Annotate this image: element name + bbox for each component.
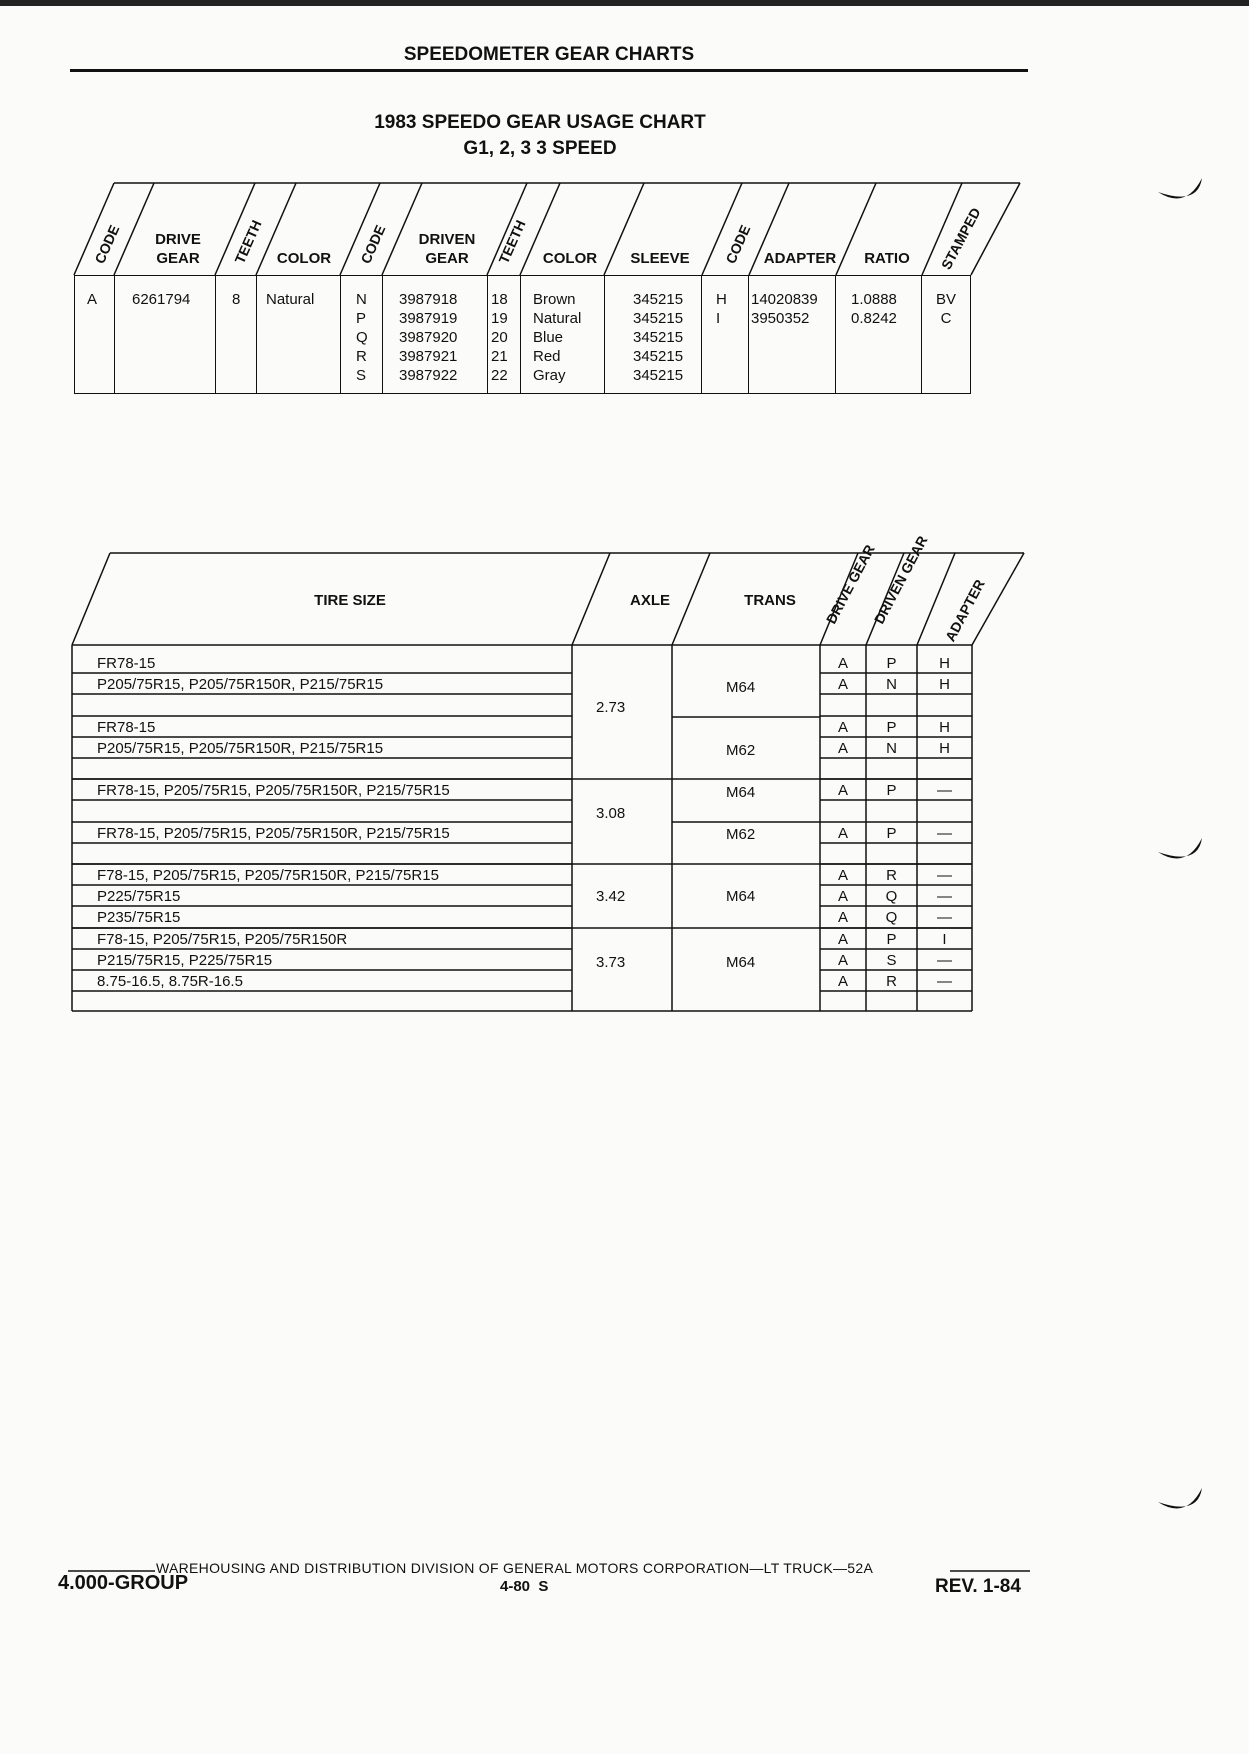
tire-size-cell: P205/75R15, P205/75R150R, P215/75R15 (97, 739, 384, 757)
tire-size-cell: P215/75R15, P225/75R15 (97, 951, 273, 969)
driven-gear-cell: R (886, 973, 897, 990)
drive-gear-cell: A (837, 867, 848, 884)
tire-size-cell: FR78-15 (97, 655, 156, 672)
adapter-cell: — (937, 867, 952, 884)
driven-gear-cell: S (886, 951, 897, 969)
driven-teeth: 18 19 20 21 22 (491, 291, 508, 384)
adapter-cell: — (937, 782, 952, 800)
header-drive-gear-usage: DRIVE GEAR (822, 542, 878, 627)
trans-code: M62 (726, 826, 756, 843)
tire-size-cell: P205/75R15, P205/75R150R, P215/75R15 (97, 676, 384, 694)
trans-code: M62 (726, 742, 756, 759)
drive-gear-cell: A (837, 824, 848, 842)
tire-size-cell: 8.75-16.5, 8.75R-16.5 (97, 973, 243, 990)
adapter-codes: H I (716, 291, 727, 327)
adapter-cell: — (937, 951, 952, 969)
adapter-cell: — (937, 973, 952, 990)
driven-gear-numbers: 3987918 3987919 3987920 3987921 3987922 (399, 291, 458, 384)
header-adapter-usage: ADAPTER (941, 576, 988, 644)
tire-size-cell: P235/75R15 (97, 909, 181, 927)
adapter-cell: H (939, 676, 950, 694)
adapter-cell: — (937, 888, 952, 906)
page-title: SPEEDOMETER GEAR CHARTS (403, 44, 695, 65)
axle-value: 3.08 (596, 805, 626, 822)
sleeve-numbers: 345215 345215 345215 345215 345215 (633, 291, 684, 384)
drive-color: Natural (266, 291, 315, 308)
header-axle: AXLE (629, 592, 670, 609)
driven-gear-cell: P (886, 718, 897, 736)
header-code-2: CODE (357, 222, 389, 266)
drive-gear-cell: A (837, 951, 848, 969)
drive-gear-cell: A (837, 676, 848, 694)
driven-gear-cell: P (886, 782, 897, 800)
drive-gear-number: 6261794 (132, 291, 191, 308)
header-teeth-1: TEETH (231, 217, 265, 266)
header-color-2: COLOR (542, 250, 598, 267)
axle-value: 2.73 (596, 699, 626, 716)
drive-gear-cell: A (837, 782, 848, 800)
tire-size-cell: FR78-15, P205/75R15, P205/75R150R, P215/75R15 (97, 824, 450, 842)
ratios: 1.0888 0.8242 (851, 291, 897, 327)
trans-code: M64 (726, 888, 756, 905)
adapter-cell: H (939, 739, 950, 757)
drive-gear-cell: A (837, 888, 848, 906)
adapter-numbers: 14020839 3950352 (751, 291, 818, 327)
binder-hole-mark (1150, 160, 1210, 220)
tire-size-cell: P225/75R15 (97, 888, 181, 906)
stamped-marks: BV C (936, 291, 957, 327)
drive-gear-cell: A (837, 739, 848, 757)
drive-teeth: 8 (232, 291, 241, 308)
driven-gear-cell: P (886, 930, 897, 948)
tire-size-cell: F78-15, P205/75R15, P205/75R150R, P215/75R15 (97, 867, 439, 884)
axle-value: 3.73 (596, 954, 626, 971)
adapter-cell: — (937, 909, 952, 927)
header-code-3: CODE (722, 222, 754, 266)
driven-codes: N P Q R S (356, 291, 368, 384)
footer-revision: REV. 1-84 (935, 1576, 1021, 1597)
chart-subtitle: G1, 2, 3 3 SPEED (463, 138, 617, 159)
footer-division: WAREHOUSING AND DISTRIBUTION DIVISION OF GENERAL MOTORS CORPORATION—LT TRUCK—52A (156, 1560, 874, 1576)
header-sleeve: SLEEVE (630, 250, 690, 267)
binder-hole-mark (1150, 820, 1210, 880)
driven-gear-cell: Q (885, 888, 898, 906)
driven-gear-cell: P (886, 655, 897, 672)
drive-gear-cell: A (837, 655, 848, 672)
driven-colors: Brown Natural Blue Red Gray (533, 291, 582, 384)
chart-title: 1983 SPEEDO GEAR USAGE CHART (374, 112, 706, 133)
footer-page-number: 4-80 S (500, 1578, 549, 1595)
tire-size-cell: FR78-15, P205/75R15, P205/75R150R, P215/75R15 (97, 782, 450, 800)
drive-gear-cell: A (837, 718, 848, 736)
header-trans: TRANS (744, 592, 796, 609)
header-driven-gear-usage: DRIVEN GEAR (870, 533, 931, 627)
header-driven-gear: DRIVEN GEAR (418, 231, 476, 267)
binder-hole-mark (1150, 1470, 1210, 1530)
header-teeth-2: TEETH (495, 217, 529, 266)
header-drive-gear: DRIVE GEAR (155, 231, 201, 267)
footer-group: 4.000-GROUP (58, 1572, 189, 1594)
header-stamped: STAMPED (937, 204, 984, 272)
drive-gear-cell: A (837, 909, 848, 927)
axle-value: 3.42 (596, 888, 626, 905)
driven-gear-cell: N (886, 739, 897, 757)
adapter-cell: — (937, 824, 952, 842)
tire-size-cell: F78-15, P205/75R15, P205/75R150R (97, 930, 348, 948)
header-adapter: ADAPTER (763, 250, 837, 267)
driven-gear-cell: R (886, 867, 897, 884)
trans-code: M64 (726, 954, 756, 971)
adapter-cell: I (942, 930, 947, 948)
adapter-cell: H (939, 718, 950, 736)
driven-gear-cell: N (886, 676, 897, 694)
tire-size-cell: FR78-15 (97, 718, 156, 736)
drive-code: A (87, 291, 98, 308)
trans-code: M64 (726, 679, 756, 696)
header-color-1: COLOR (276, 250, 332, 267)
header-code-1: CODE (91, 222, 123, 266)
header-ratio: RATIO (864, 250, 910, 267)
drive-gear-cell: A (837, 930, 848, 948)
driven-gear-cell: Q (885, 909, 898, 927)
trans-code: M64 (726, 784, 756, 801)
adapter-cell: H (939, 655, 950, 672)
header-tire-size: TIRE SIZE (314, 592, 386, 609)
drive-gear-cell: A (837, 973, 848, 990)
driven-gear-cell: P (886, 824, 897, 842)
